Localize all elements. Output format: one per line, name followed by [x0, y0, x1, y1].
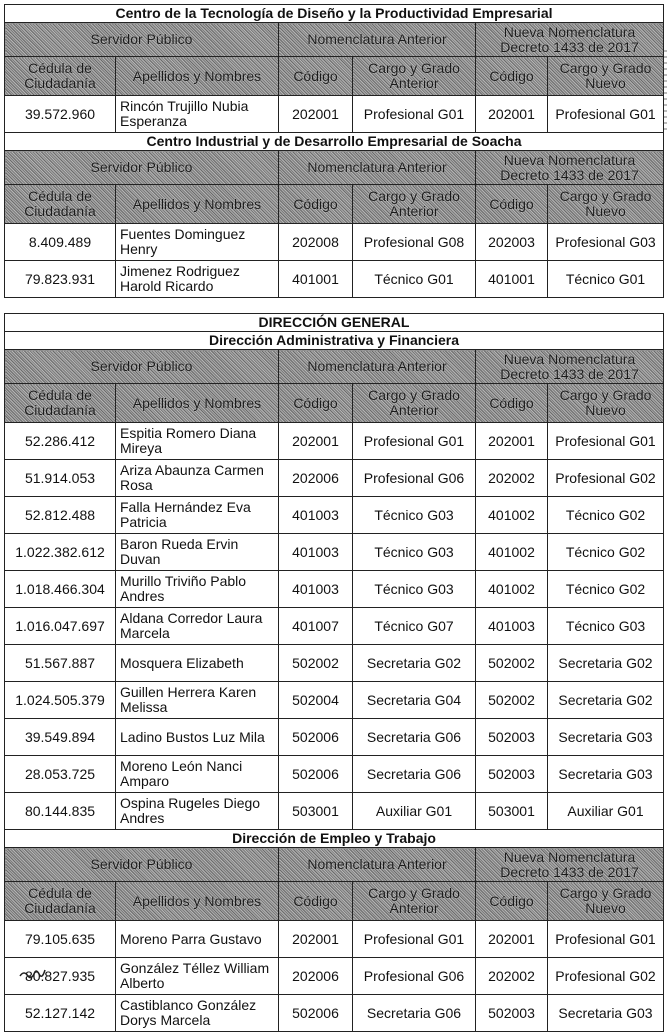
nombre-cell: González Téllez William Alberto [116, 958, 279, 995]
codigo-nuevo-cell: 202001 [476, 96, 548, 133]
header-nomenclatura-anterior: Nomenclatura Anterior [279, 350, 476, 384]
cargo-anterior-cell: Profesional G01 [353, 921, 476, 958]
section-title: Dirección de Empleo y Trabajo [5, 830, 664, 848]
table-row [5, 793, 664, 830]
table-row [5, 497, 664, 534]
header-cedula: Cédula de Ciudadanía [5, 185, 116, 224]
table-row [5, 645, 664, 682]
codigo-nuevo-cell: 502002 [476, 645, 548, 682]
header-cargo-nuevo: Cargo y Grado Nuevo [548, 882, 664, 921]
nombre-cell: Espitia Romero Diana Mireya [116, 423, 279, 460]
table-row [5, 958, 664, 995]
cargo-anterior-cell: Técnico G01 [353, 261, 476, 298]
header-apellidos: Apellidos y Nombres [116, 384, 279, 423]
table-row [5, 460, 664, 497]
codigo-nuevo-cell: 401002 [476, 534, 548, 571]
cedula-cell: 51.567.887 [5, 645, 116, 682]
cargo-anterior-cell: Profesional G01 [353, 423, 476, 460]
cargo-anterior-cell: Secretaria G06 [353, 719, 476, 756]
cargo-anterior-cell: Secretaria G04 [353, 682, 476, 719]
codigo-anterior-cell: 202008 [279, 224, 353, 261]
header-apellidos: Apellidos y Nombres [116, 882, 279, 921]
cedula-cell: 1.024.505.379 [5, 682, 116, 719]
header-nueva-nomenclatura: Nueva Nomenclatura Decreto 1433 de 2017 [476, 151, 664, 185]
cedula-cell: 1.018.466.304 [5, 571, 116, 608]
section-title: Centro de la Tecnología de Diseño y la Productividad Empresarial [5, 5, 664, 23]
main-title: DIRECCIÓN GENERAL [5, 314, 664, 332]
table-row [5, 995, 664, 1032]
cargo-nuevo-cell: Profesional G01 [548, 921, 664, 958]
section-title: Dirección Administrativa y Financiera [5, 332, 664, 350]
header-apellidos: Apellidos y Nombres [116, 57, 279, 96]
codigo-anterior-cell: 502006 [279, 756, 353, 793]
header-codigo-nuevo: Código [476, 384, 548, 423]
table-row [5, 682, 664, 719]
codigo-anterior-cell: 401003 [279, 571, 353, 608]
cargo-nuevo-cell: Profesional G01 [548, 423, 664, 460]
cedula-cell: 79.105.635 [5, 921, 116, 958]
header-codigo: Código [279, 384, 353, 423]
cargo-anterior-cell: Profesional G06 [353, 460, 476, 497]
section [5, 133, 664, 298]
header-cargo-nuevo: Cargo y Grado Nuevo [548, 384, 664, 423]
header-codigo-nuevo: Código [476, 882, 548, 921]
cargo-nuevo-cell: Profesional G02 [548, 958, 664, 995]
codigo-anterior-cell: 202001 [279, 921, 353, 958]
codigo-nuevo-cell: 401002 [476, 497, 548, 534]
codigo-anterior-cell: 202001 [279, 423, 353, 460]
codigo-nuevo-cell: 202003 [476, 224, 548, 261]
codigo-nuevo-cell: 401001 [476, 261, 548, 298]
nombre-cell: Murillo Triviño Pablo Andres [116, 571, 279, 608]
header-servidor: Servidor Público [5, 848, 279, 882]
signature-mark [18, 962, 58, 980]
table-centros [4, 4, 664, 298]
cedula-cell: 39.572.960 [5, 96, 116, 133]
cargo-anterior-cell: Secretaria G06 [353, 756, 476, 793]
nombre-cell: Castiblanco González Dorys Marcela [116, 995, 279, 1032]
header-codigo: Código [279, 185, 353, 224]
cargo-nuevo-cell: Secretaria G03 [548, 719, 664, 756]
table-row [5, 571, 664, 608]
cedula-cell: 80.827.935 [5, 958, 116, 995]
cargo-nuevo-cell: Profesional G02 [548, 460, 664, 497]
header-nomenclatura-anterior: Nomenclatura Anterior [279, 151, 476, 185]
header-cedula: Cédula de Ciudadanía [5, 57, 116, 96]
header-codigo-nuevo: Código [476, 57, 548, 96]
codigo-anterior-cell: 502006 [279, 719, 353, 756]
nombre-cell: Ladino Bustos Luz Mila [116, 719, 279, 756]
table-row [5, 756, 664, 793]
header-codigo: Código [279, 57, 353, 96]
header-cedula: Cédula de Ciudadanía [5, 882, 116, 921]
nombre-cell: Guillen Herrera Karen Melissa [116, 682, 279, 719]
cargo-anterior-cell: Profesional G08 [353, 224, 476, 261]
cargo-anterior-cell: Profesional G06 [353, 958, 476, 995]
cargo-nuevo-cell: Técnico G02 [548, 534, 664, 571]
header-nomenclatura-anterior: Nomenclatura Anterior [279, 23, 476, 57]
codigo-nuevo-cell: 202001 [476, 423, 548, 460]
nombre-cell: Ospina Rugeles Diego Andres [116, 793, 279, 830]
table-row [5, 719, 664, 756]
codigo-nuevo-cell: 202002 [476, 958, 548, 995]
cargo-nuevo-cell: Técnico G03 [548, 608, 664, 645]
codigo-anterior-cell: 502006 [279, 995, 353, 1032]
codigo-anterior-cell: 202006 [279, 460, 353, 497]
cargo-nuevo-cell: Técnico G02 [548, 497, 664, 534]
header-cargo-anterior: Cargo y Grado Anterior [353, 185, 476, 224]
codigo-anterior-cell: 401001 [279, 261, 353, 298]
nombre-cell: Fuentes Dominguez Henry [116, 224, 279, 261]
header-apellidos: Apellidos y Nombres [116, 185, 279, 224]
codigo-anterior-cell: 502004 [279, 682, 353, 719]
nombre-cell: Jimenez Rodriguez Harold Ricardo [116, 261, 279, 298]
header-nueva-nomenclatura: Nueva Nomenclatura Decreto 1433 de 2017 [476, 23, 664, 57]
header-cargo-anterior: Cargo y Grado Anterior [353, 57, 476, 96]
nombre-cell: Mosquera Elizabeth [116, 645, 279, 682]
header-codigo: Código [279, 882, 353, 921]
cargo-anterior-cell: Secretaria G06 [353, 995, 476, 1032]
section [5, 830, 664, 1032]
codigo-nuevo-cell: 202002 [476, 460, 548, 497]
nombre-cell: Baron Rueda Ervin Duvan [116, 534, 279, 571]
codigo-nuevo-cell: 502003 [476, 719, 548, 756]
cargo-nuevo-cell: Auxiliar G01 [548, 793, 664, 830]
codigo-nuevo-cell: 502003 [476, 756, 548, 793]
header-nueva-nomenclatura: Nueva Nomenclatura Decreto 1433 de 2017 [476, 350, 664, 384]
header-nueva-nomenclatura: Nueva Nomenclatura Decreto 1433 de 2017 [476, 848, 664, 882]
cargo-anterior-cell: Profesional G01 [353, 96, 476, 133]
codigo-anterior-cell: 401003 [279, 497, 353, 534]
cedula-cell: 52.812.488 [5, 497, 116, 534]
table-row [5, 224, 664, 261]
header-cargo-nuevo: Cargo y Grado Nuevo [548, 57, 664, 96]
section [5, 5, 664, 133]
table-row [5, 423, 664, 460]
header-cargo-anterior: Cargo y Grado Anterior [353, 384, 476, 423]
nombre-cell: Falla Hernández Eva Patricia [116, 497, 279, 534]
cargo-nuevo-cell: Profesional G03 [548, 224, 664, 261]
table-row [5, 96, 664, 133]
header-cargo-nuevo: Cargo y Grado Nuevo [548, 185, 664, 224]
section [5, 332, 664, 830]
nombre-cell: Ariza Abaunza Carmen Rosa [116, 460, 279, 497]
nombre-cell: Moreno León Nanci Amparo [116, 756, 279, 793]
section-title: Centro Industrial y de Desarrollo Empresarial de Soacha [5, 133, 664, 151]
table-row [5, 261, 664, 298]
cargo-anterior-cell: Secretaria G02 [353, 645, 476, 682]
codigo-anterior-cell: 502002 [279, 645, 353, 682]
cargo-anterior-cell: Técnico G03 [353, 534, 476, 571]
cargo-nuevo-cell: Profesional G01 [548, 96, 664, 133]
table-row [5, 608, 664, 645]
cargo-nuevo-cell: Secretaria G03 [548, 995, 664, 1032]
codigo-nuevo-cell: 202001 [476, 921, 548, 958]
header-nomenclatura-anterior: Nomenclatura Anterior [279, 848, 476, 882]
codigo-nuevo-cell: 401003 [476, 608, 548, 645]
header-servidor: Servidor Público [5, 23, 279, 57]
header-codigo-nuevo: Código [476, 185, 548, 224]
cargo-nuevo-cell: Secretaria G02 [548, 645, 664, 682]
cargo-anterior-cell: Auxiliar G01 [353, 793, 476, 830]
cargo-anterior-cell: Técnico G03 [353, 497, 476, 534]
cedula-cell: 51.914.053 [5, 460, 116, 497]
header-servidor: Servidor Público [5, 350, 279, 384]
nombre-cell: Rincón Trujillo Nubia Esperanza [116, 96, 279, 133]
header-cargo-anterior: Cargo y Grado Anterior [353, 882, 476, 921]
codigo-nuevo-cell: 502003 [476, 995, 548, 1032]
table-row [5, 534, 664, 571]
codigo-nuevo-cell: 401002 [476, 571, 548, 608]
header-servidor: Servidor Público [5, 151, 279, 185]
cedula-cell: 52.286.412 [5, 423, 116, 460]
table-direccion-general [4, 313, 664, 1032]
codigo-anterior-cell: 202006 [279, 958, 353, 995]
nombre-cell: Aldana Corredor Laura Marcela [116, 608, 279, 645]
cargo-anterior-cell: Técnico G07 [353, 608, 476, 645]
cedula-cell: 52.127.142 [5, 995, 116, 1032]
cedula-cell: 28.053.725 [5, 756, 116, 793]
nombre-cell: Moreno Parra Gustavo [116, 921, 279, 958]
codigo-anterior-cell: 202001 [279, 96, 353, 133]
cargo-nuevo-cell: Técnico G01 [548, 261, 664, 298]
codigo-anterior-cell: 401007 [279, 608, 353, 645]
cedula-cell: 79.823.931 [5, 261, 116, 298]
codigo-nuevo-cell: 503001 [476, 793, 548, 830]
cargo-nuevo-cell: Secretaria G02 [548, 682, 664, 719]
cedula-cell: 1.016.047.697 [5, 608, 116, 645]
codigo-anterior-cell: 503001 [279, 793, 353, 830]
codigo-anterior-cell: 401003 [279, 534, 353, 571]
cargo-nuevo-cell: Técnico G02 [548, 571, 664, 608]
header-cedula: Cédula de Ciudadanía [5, 384, 116, 423]
cedula-cell: 1.022.382.612 [5, 534, 116, 571]
cargo-nuevo-cell: Secretaria G03 [548, 756, 664, 793]
table-row [5, 921, 664, 958]
cedula-cell: 80.144.835 [5, 793, 116, 830]
codigo-nuevo-cell: 502002 [476, 682, 548, 719]
cargo-anterior-cell: Técnico G03 [353, 571, 476, 608]
cedula-cell: 39.549.894 [5, 719, 116, 756]
cedula-cell: 8.409.489 [5, 224, 116, 261]
